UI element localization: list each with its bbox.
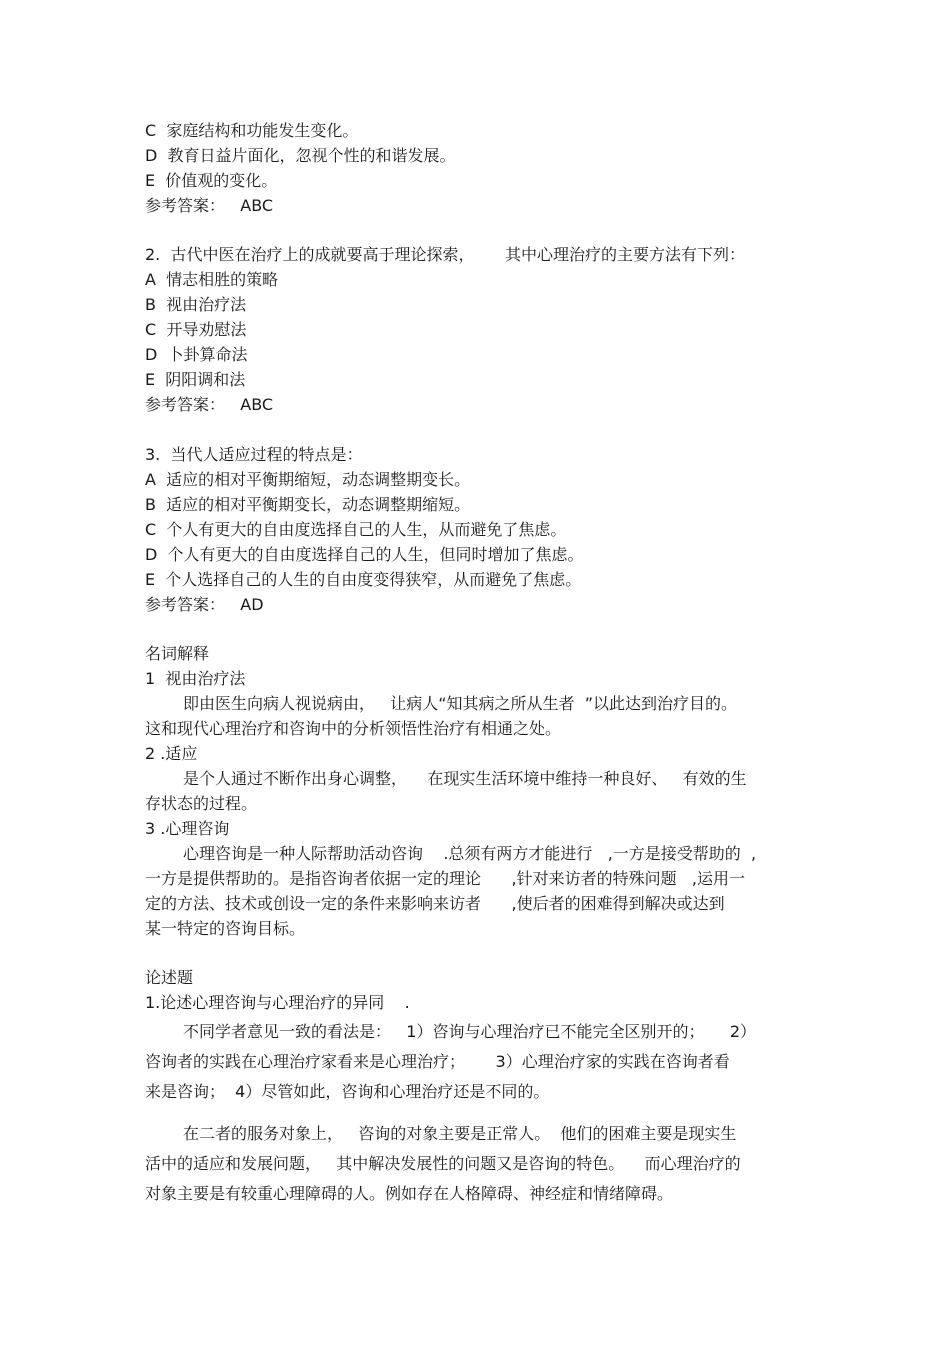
essay-para2-line: 在二者的服务对象上， 咨询的对象主要是正常人。 他们的困难主要是现实生 <box>183 1124 737 1143</box>
q3-option-e: E 个人选择自己的人生的自由度变得狭窄，从而避免了焦虑。 <box>145 570 582 589</box>
q3-answer: 参考答案： AD <box>145 595 264 614</box>
term-3-title: 3 .心理咨询 <box>145 819 230 838</box>
q3-option-d: D 个人有更大的自由度选择自己的人生，但同时增加了焦虑。 <box>145 545 584 564</box>
term-3-line: 定的方法、技术或创设一定的条件来影响来访者 ,使后者的困难得到解决或达到 <box>145 894 725 913</box>
q1-option-d: D 教育日益片面化，忽视个性的和谐发展。 <box>145 146 456 165</box>
term-1-line: 这和现代心理治疗和咨询中的分析领悟性治疗有相通之处。 <box>145 719 562 738</box>
essay-para2-line: 活中的适应和发展问题， 其中解决发展性的问题又是咨询的特色。 而心理治疗的 <box>145 1154 741 1173</box>
essay-heading: 论述题 <box>145 968 194 987</box>
term-2-line: 是个人通过不断作出身心调整， 在现实生活环境中维持一种良好、 有效的生 <box>183 769 747 788</box>
q3-option-a: A 适应的相对平衡期缩短，动态调整期变长。 <box>145 470 471 489</box>
q2-option-b: B 视由治疗法 <box>145 295 247 314</box>
q1-option-e: E 价值观的变化。 <box>145 171 278 190</box>
q2-stem: 2. 古代中医在治疗上的成就要高于理论探索， 其中心理治疗的主要方法有下列： <box>145 245 745 264</box>
term-3-line: 某一特定的咨询目标。 <box>145 919 306 938</box>
essay-para1-line: 咨询者的实践在心理治疗家看来是心理治疗； 3）心理治疗家的实践在咨询者看 <box>145 1052 730 1071</box>
essay-para2-line: 对象主要是有较重心理障碍的人。例如存在人格障碍、神经症和情绪障碍。 <box>145 1184 674 1203</box>
term-3-line: 一方是提供帮助的。是指咨询者依据一定的理论 ,针对来访者的特殊问题 ,运用一 <box>145 869 745 888</box>
term-2-line: 存状态的过程。 <box>145 794 258 813</box>
essay-para1-line: 来是咨询； 4）尽管如此，咨询和心理治疗还是不同的。 <box>145 1082 550 1101</box>
essay-title: 1.论述心理咨询与心理治疗的异同 . <box>145 993 410 1012</box>
essay-para1-line: 不同学者意见一致的看法是： 1）咨询与心理治疗已不能完全区别开的； 2） <box>183 1022 757 1041</box>
q2-option-e: E 阴阳调和法 <box>145 370 246 389</box>
term-1-title: 1 视由治疗法 <box>145 669 246 688</box>
term-3-line: 心理咨询是一种人际帮助活动咨询 .总须有两方才能进行 ,一方是接受帮助的 , <box>183 844 757 863</box>
q1-option-c: C 家庭结构和功能发生变化。 <box>145 121 359 140</box>
q3-stem: 3. 当代人适应过程的特点是： <box>145 445 363 464</box>
terms-heading: 名词解释 <box>145 644 210 663</box>
q2-option-a: A 情志相胜的策略 <box>145 270 279 289</box>
q3-option-c: C 个人有更大的自由度选择自己的人生，从而避免了焦虑。 <box>145 520 567 539</box>
q2-answer: 参考答案： ABC <box>145 395 274 414</box>
term-1-line: 即由医生向病人视说病由， 让病人“知其病之所从生者 ”以此达到治疗目的。 <box>183 694 738 713</box>
q2-option-c: C 开导劝慰法 <box>145 320 247 339</box>
term-2-title: 2 .适应 <box>145 744 198 763</box>
q1-answer: 参考答案： ABC <box>145 196 274 215</box>
q3-option-b: B 适应的相对平衡期变长，动态调整期缩短。 <box>145 495 471 514</box>
q2-option-d: D 卜卦算命法 <box>145 345 248 364</box>
